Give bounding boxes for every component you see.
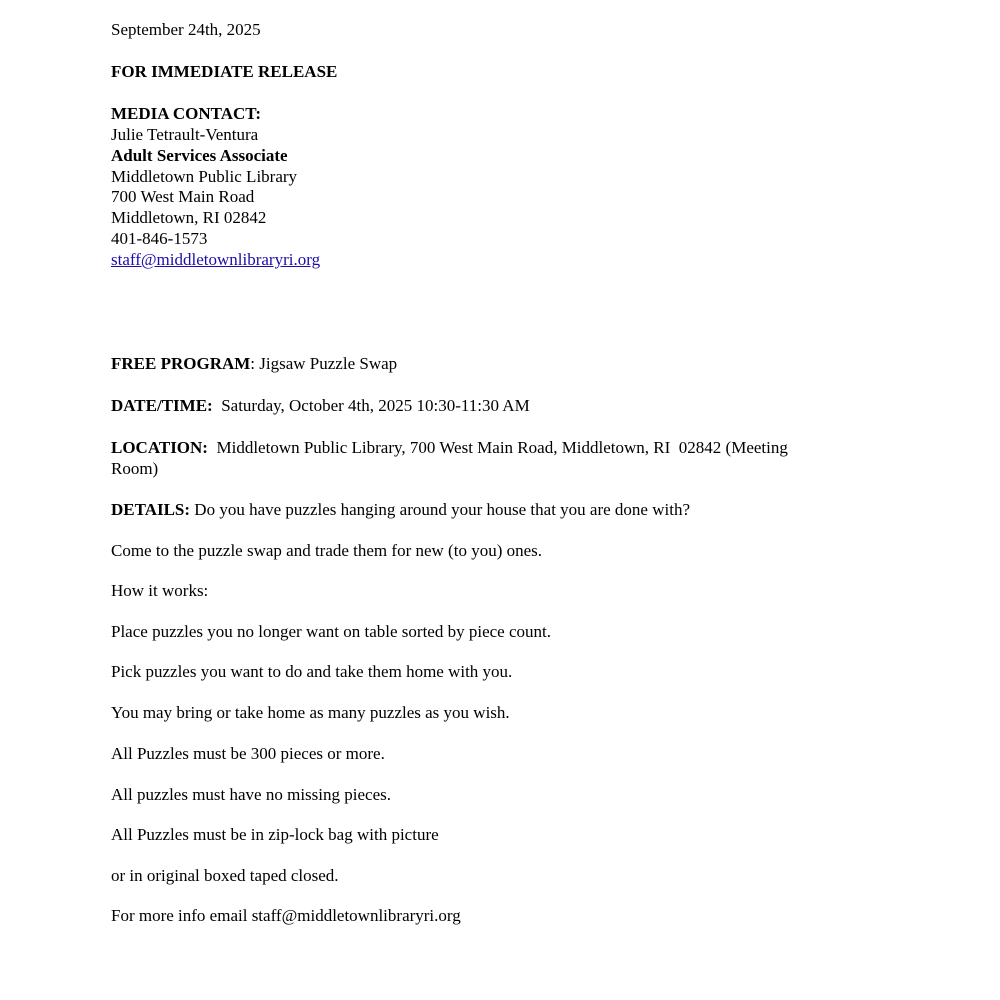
release-type-text: FOR IMMEDIATE RELEASE <box>111 62 338 81</box>
body-line: How it works: <box>111 581 209 600</box>
location-line <box>111 437 788 458</box>
contact-phone: 401-846-1573 <box>111 229 208 248</box>
datetime-label: DATE/TIME: <box>111 396 213 415</box>
program-label: FREE PROGRAM <box>111 354 251 373</box>
program-name: Jigsaw Puzzle Swap <box>255 354 398 373</box>
program-line <box>111 353 397 374</box>
media-contact-heading-text: MEDIA CONTACT: <box>111 104 262 123</box>
contact-email-link[interactable]: staff@middletownlibraryri.org <box>111 250 321 269</box>
contact-city-state-zip: Middletown, RI 02842 <box>111 208 267 227</box>
contact-email-line <box>111 249 320 270</box>
contact-title-text: Adult Services Associate <box>111 146 288 165</box>
release-type <box>111 61 337 82</box>
datetime-value: Saturday, October 4th, 2025 10:30-11:30 AM <box>212 396 530 415</box>
program-separator: : <box>250 354 256 373</box>
body-line: You may bring or take home as many puzzles as you wish. <box>111 703 510 722</box>
body-line: Pick puzzles you want to do and take them home with you. <box>111 662 513 681</box>
release-date: September 24th, 2025 <box>111 20 261 39</box>
contact-street: 700 West Main Road <box>111 187 255 206</box>
datetime-line <box>111 395 530 416</box>
details-line <box>111 499 690 520</box>
contact-name: Julie Tetrault-Ventura <box>111 125 259 144</box>
media-contact-heading <box>111 103 261 124</box>
location-value: Middletown Public Library, 700 West Main Road, Middletown, RI 02842 (Meeting <box>207 438 788 457</box>
contact-title <box>111 145 288 166</box>
body-line: Place puzzles you no longer want on table sorted by piece count. <box>111 622 551 641</box>
body-line: For more info email staff@middletownlibraryri.org <box>111 906 461 925</box>
location-label: LOCATION: <box>111 438 208 457</box>
body-line: All Puzzles must be 300 pieces or more. <box>111 744 385 763</box>
contact-organization: Middletown Public Library <box>111 167 298 186</box>
body-line: Come to the puzzle swap and trade them for new (to you) ones. <box>111 541 543 560</box>
location-line-2: Room) <box>111 459 159 478</box>
body-line: or in original boxed taped closed. <box>111 866 339 885</box>
body-line: All puzzles must have no missing pieces. <box>111 785 391 804</box>
details-value: Do you have puzzles hanging around your house that you are done with? <box>190 500 690 519</box>
body-line: All Puzzles must be in zip-lock bag with picture <box>111 825 439 844</box>
details-label: DETAILS: <box>111 500 191 519</box>
